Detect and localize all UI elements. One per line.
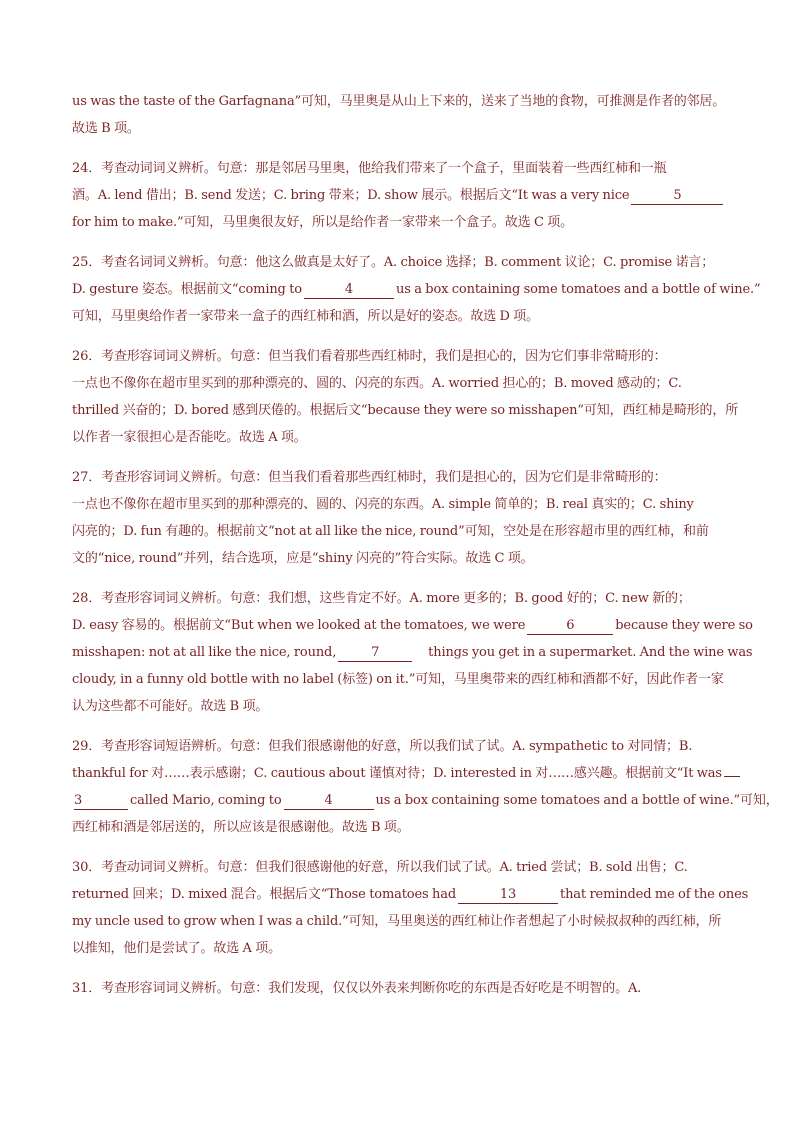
answer-blank: 13 (458, 887, 558, 904)
text-line (72, 639, 753, 666)
text-segment: misshapen: not at all like the nice, round, (72, 645, 337, 660)
paragraph-28 (72, 585, 753, 720)
text-segment: because they were so (615, 618, 753, 633)
text-line: 故选 B 项。 (72, 121, 140, 136)
text-segment: returned 回来；D. mixed 混合。根据后文“Those tomatoes had (72, 887, 457, 902)
text-segment: us a box containing some tomatoes and a bottle of wine.”可知， (375, 793, 779, 808)
text-line: 26．考查形容词词义辨析。句意：但当我们看着那些西红柿时，我们是担心的，因为它们事非常畸形的： (72, 349, 667, 364)
text-line: 以推知，他们是尝试了。故选 A 项。 (72, 941, 281, 956)
text-line: cloudy, in a funny old bottle with no label (标签) on it.”可知，马里奥带来的西红柿和酒都不好，因此作者一家 (72, 672, 724, 687)
text-line: 认为这些都不可能好。故选 B 项。 (72, 699, 269, 714)
text-line: 24．考查动词词义辨析。句意：那是邻居马里奥，他给我们带来了一个盒子，里面装着一些西红柿和一瓶 (72, 161, 667, 176)
answer-blank: 3 (74, 793, 128, 810)
text-line: 31．考查形容词词义辨析。句意：我们发现，仅仅以外表来判断你吃的东西是否好吃是不明智的。A. (72, 981, 642, 996)
answer-blank: 7 (338, 645, 412, 662)
text-line: 28．考查形容词词义辨析。句意：我们想，这些肯定不好。A. more 更多的；B. good 好的；C. new 新的； (72, 591, 691, 606)
text-line: 一点也不像你在超市里买到的那种漂亮的、圆的、闪亮的东西。A. simple 简单的；B. real 真实的；C. shiny (72, 497, 694, 512)
text-line: 以作者一家很担心是否能吃。故选 A 项。 (72, 430, 307, 445)
text-line: 闪亮的；D. fun 有趣的。根据前文“not at all like the nice, round”可知，空处是在形容超市里的西红柿，和前 (72, 524, 709, 539)
text-line (72, 612, 753, 639)
text-line (72, 182, 734, 209)
paragraph-24 (72, 155, 734, 236)
text-line: 可知，马里奥给作者一家带来一盒子的西红柿和酒，所以是好的姿态。故选 D 项。 (72, 309, 539, 324)
paragraph-23-tail (72, 88, 734, 142)
text-segment: called Mario, coming to (130, 793, 282, 808)
paragraph-27 (72, 464, 734, 572)
text-line: thrilled 兴奋的；D. bored 感到厌倦的。根据后文“because they were so misshapen”可知，西红柿是畸形的，所 (72, 403, 739, 418)
text-segment: D. easy 容易的。根据前文“But when we looked at the tomatoes, we were (72, 618, 526, 633)
text-line: 30．考查动词词义辨析。句意：但我们很感谢他的好意，所以我们试了试。A. tried 尝试；B. sold 出售；C. (72, 860, 688, 875)
text-line: my uncle used to grow when I was a child.”可知，马里奥送的西红柿让作者想起了小时候叔叔种的西红柿，所 (72, 914, 722, 929)
text-segment: D. gesture 姿态。根据前文“coming to (72, 282, 302, 297)
text-line: for him to make.”可知，马里奥很友好，所以是给作者一家带来一个盒子。故选 C 项。 (72, 215, 573, 230)
text-segment: thankful for 对……表示感谢；C. cautious about 谨慎对待；D. interested in 对……感兴趣。根据前文“It was (72, 766, 722, 781)
paragraph-29 (72, 733, 779, 841)
answer-blank: 5 (631, 188, 723, 205)
paragraph-31 (72, 975, 734, 1002)
text-line: 一点也不像你在超市里买到的那种漂亮的、圆的、闪亮的东西。A. worried 担心的；B. moved 感动的；C. (72, 376, 682, 391)
text-line: 27．考查形容词词义辨析。句意：但当我们看着那些西红柿时，我们是担心的，因为它们是非常畸形的： (72, 470, 667, 485)
text-line: 西红柿和酒是邻居送的，所以应该是很感谢他。故选 B 项。 (72, 820, 410, 835)
text-line (72, 276, 761, 303)
text-segment: 酒。A. lend 借出；B. send 发送；C. bring 带来；D. show 展示。根据后文“It was a very nice (72, 188, 630, 203)
text-line: 29．考查形容词短语辨析。句意：但我们很感谢他的好意，所以我们试了试。A. sympathetic to 对同情；B. (72, 739, 693, 754)
text-segment: things you get in a supermarket. And the wine was (428, 645, 753, 660)
text-line (72, 787, 779, 814)
paragraph-30 (72, 854, 749, 962)
text-line: 25．考查名词词义辨析。句意：他这么做真是太好了。A. choice 选择；B. comment 议论；C. promise 诺言； (72, 255, 715, 270)
answer-blank-start (724, 776, 740, 777)
paragraph-26 (72, 343, 739, 451)
text-line (72, 881, 749, 908)
answer-blank: 4 (304, 282, 394, 299)
text-line: us was the taste of the Garfagnana”可知，马里奥是从山上下来的，送来了当地的食物，可推测是作者的邻居。 (72, 94, 726, 109)
text-line (72, 760, 734, 787)
text-segment: that reminded me of the ones (560, 887, 749, 902)
text-line: 文的“nice, round”并列，结合选项，应是“shiny 闪亮的”符合实际。故选 C 项。 (72, 551, 534, 566)
paragraph-25 (72, 249, 761, 330)
answer-blank: 4 (284, 793, 374, 810)
answer-blank: 6 (527, 618, 613, 635)
text-segment: us a box containing some tomatoes and a bottle of wine.” (395, 282, 761, 297)
